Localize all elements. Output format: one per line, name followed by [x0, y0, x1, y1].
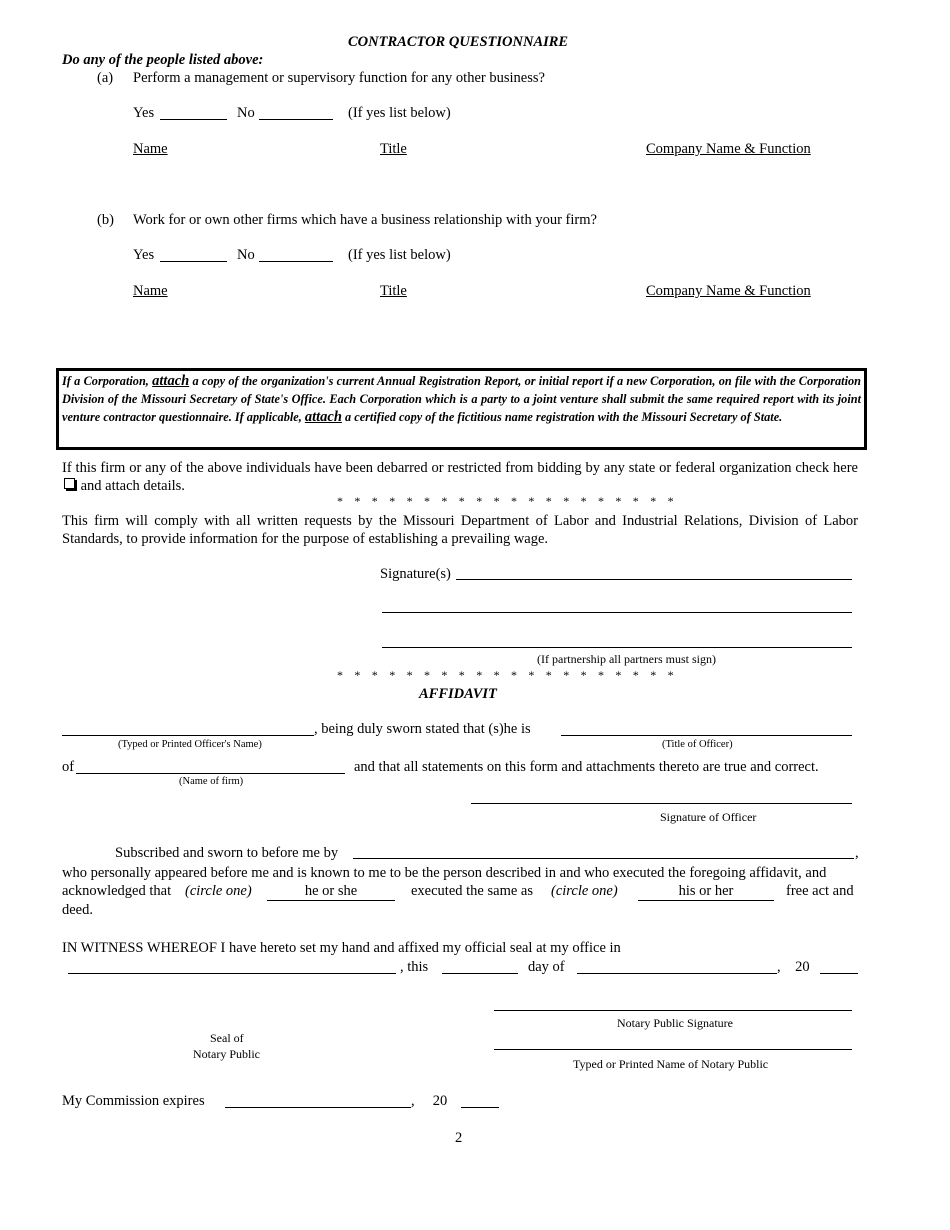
officer-signature-caption: Signature of Officer: [660, 810, 757, 824]
attach-emphasis: attach: [152, 373, 190, 389]
page-title: CONTRACTOR QUESTIONNAIRE: [348, 34, 569, 50]
partnership-note: (If partnership all partners must sign): [537, 652, 716, 666]
sworn-text: , being duly sworn stated that (s)he is: [314, 721, 531, 737]
question-a-text: Perform a management or supervisory function for any other business?: [133, 70, 545, 86]
affidavit-title: AFFIDAVIT: [419, 686, 497, 702]
witness-day-field[interactable]: [442, 973, 518, 974]
question-b-text: Work for or own other firms which have a business relationship with your firm?: [133, 212, 597, 228]
corporation-notice-box: [56, 368, 867, 450]
question-b-yes-label: Yes: [133, 247, 155, 263]
commission-label: My Commission expires: [62, 1093, 205, 1109]
executed-label: executed the same as: [411, 883, 533, 899]
separator-stars: * * * * * * * * * * * * * * * * * * * *: [337, 668, 678, 682]
question-b-no-label: No: [237, 247, 255, 263]
office-location-field[interactable]: [68, 973, 396, 974]
witness-year-field[interactable]: [820, 973, 858, 974]
notary-name-caption: Typed or Printed Name of Notary Public: [573, 1057, 769, 1071]
question-b-col-name: Name: [133, 283, 168, 299]
question-a-col-title: Title: [380, 141, 407, 157]
corporation-notice-text: If a Corporation, attach a copy of the organization's current Annual Registration Report, or initial report if a new Corporation, on file with the Corporation Division of the Missouri Secretary of State's Office. Each Corporation which is a party to a joint venture shall submit the same required report with its joint venture contractor questionnaire. If applicable, attach a certified copy of the fictitious name registration with the Missouri Secretary of State.: [62, 373, 861, 425]
witness-year-prefix: , 20: [777, 959, 810, 975]
separator-stars: * * * * * * * * * * * * * * * * * * * *: [337, 494, 678, 508]
circle-one-note-1: (circle one): [185, 883, 252, 899]
seal-label-line2: Notary Public: [193, 1047, 260, 1061]
question-b-col-company: Company Name & Function: [646, 283, 811, 299]
free-act-label: free act and: [786, 883, 854, 899]
his-or-her-choice[interactable]: his or her: [638, 883, 774, 901]
witness-day-of: day of: [528, 959, 565, 975]
comply-statement: This firm will comply with all written requests by the Missouri Department of Labor and Industrial Relations, Division of Labor Standards, to provide information for the purpose of establishing a prevailing wage.: [62, 513, 858, 547]
question-a-no-field[interactable]: [259, 119, 333, 120]
debarred-checkbox[interactable]: [64, 478, 75, 489]
he-or-she-choice[interactable]: he or she: [267, 883, 395, 901]
signature-label: Signature(s): [380, 566, 451, 582]
question-b-col-title: Title: [380, 283, 407, 299]
signature-line-1[interactable]: [456, 579, 852, 580]
of-label: of: [62, 759, 75, 775]
debarred-statement: If this firm or any of the above individuals have been debarred or restricted from bidding by any state or federal organization check here and attach details.: [62, 460, 858, 494]
question-intro: Do any of the people listed above:: [62, 52, 264, 68]
commission-year-field[interactable]: [461, 1107, 499, 1108]
question-a-no-label: No: [237, 105, 255, 121]
commission-year-prefix: , 20: [411, 1093, 448, 1109]
firm-name-caption: (Name of firm): [179, 776, 244, 787]
question-b-letter: (b): [97, 212, 114, 228]
signature-line-3[interactable]: [382, 647, 852, 648]
notary-name-line[interactable]: [494, 1049, 852, 1050]
officer-title-field[interactable]: [561, 735, 852, 736]
notary-signature-caption: Notary Public Signature: [617, 1016, 733, 1030]
firm-name-field[interactable]: [76, 773, 345, 774]
attach-emphasis: attach: [304, 408, 342, 425]
page-number: 2: [455, 1130, 463, 1146]
notary-signature-line[interactable]: [494, 1010, 852, 1011]
question-a-letter: (a): [97, 70, 114, 86]
officer-signature-line[interactable]: [471, 803, 852, 804]
officer-title-caption: (Title of Officer): [662, 739, 733, 750]
witness-month-field[interactable]: [577, 973, 777, 974]
question-a-yes-field[interactable]: [160, 119, 227, 120]
question-a-note: (If yes list below): [348, 105, 451, 121]
acknowledged-label: acknowledged that: [62, 883, 172, 899]
question-b-no-field[interactable]: [259, 261, 333, 262]
subscriber-name-field[interactable]: [353, 858, 854, 859]
signature-line-2[interactable]: [382, 612, 852, 613]
question-b-note: (If yes list below): [348, 247, 451, 263]
statements-text: and that all statements on this form and attachments thereto are true and correct.: [354, 759, 819, 775]
witness-text: IN WITNESS WHEREOF I have hereto set my hand and affixed my official seal at my office in: [62, 940, 621, 956]
witness-this: , this: [400, 959, 429, 975]
subscribed-lead: Subscribed and sworn to before me by: [115, 845, 339, 861]
subscribed-comma: ,: [855, 845, 859, 861]
officer-name-field[interactable]: [62, 735, 314, 736]
officer-name-caption: (Typed or Printed Officer's Name): [118, 739, 262, 750]
subscribed-line2: who personally appeared before me and is known to me to be the person described in and who executed the foregoing affidavit, and: [62, 865, 827, 881]
question-a-col-name: Name: [133, 141, 168, 157]
commission-date-field[interactable]: [225, 1107, 411, 1108]
question-a-col-company: Company Name & Function: [646, 141, 811, 157]
deed-label: deed.: [62, 902, 93, 918]
question-a-yes-label: Yes: [133, 105, 155, 121]
question-b-yes-field[interactable]: [160, 261, 227, 262]
seal-label-line1: Seal of: [210, 1031, 244, 1045]
circle-one-note-2: (circle one): [551, 883, 618, 899]
